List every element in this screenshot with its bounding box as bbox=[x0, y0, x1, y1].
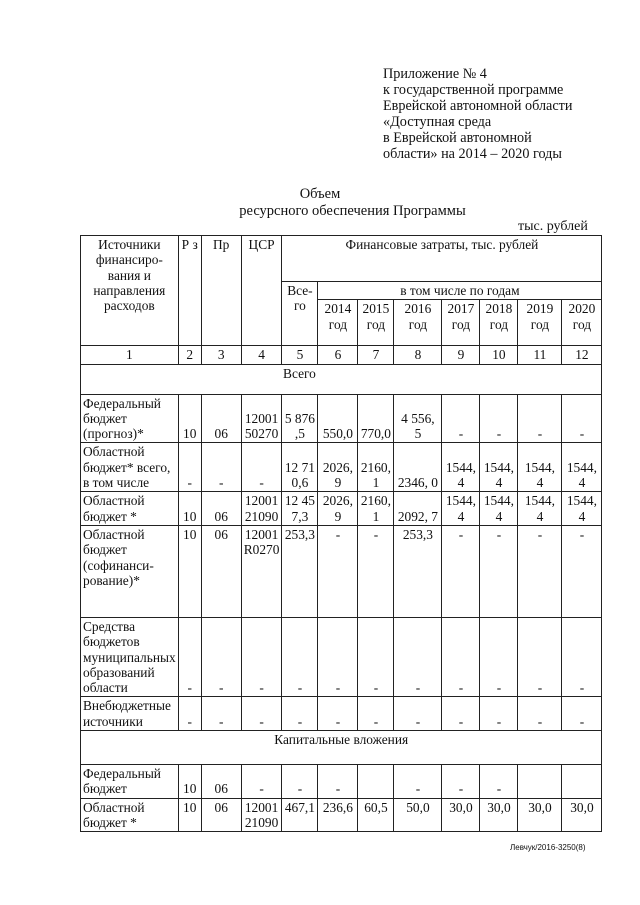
table-row bbox=[81, 617, 602, 696]
document-title bbox=[0, 186, 640, 220]
section-row bbox=[81, 364, 602, 394]
header-pr: Пр bbox=[201, 236, 241, 346]
table-row bbox=[81, 798, 602, 832]
appendix-line: в Еврейской автономной bbox=[383, 130, 532, 146]
header-year: 2020 год bbox=[562, 300, 602, 346]
budget-table bbox=[80, 235, 602, 832]
title-line-2: ресурсного обеспечения Программы bbox=[239, 203, 466, 219]
section-all-title: Всего bbox=[81, 364, 518, 394]
cell-y2015: - bbox=[358, 617, 394, 696]
column-numbers-row bbox=[81, 346, 602, 364]
cell-rz: 10 bbox=[178, 798, 201, 832]
column-number: 8 bbox=[394, 346, 442, 364]
column-number: 10 bbox=[480, 346, 518, 364]
cell-csr: 12001 21090 bbox=[241, 492, 282, 526]
cell-y2016: 4 556, 5 bbox=[394, 394, 442, 443]
cell-y2019: 1544, 4 bbox=[518, 443, 562, 492]
cell-y2014: 2026, 9 bbox=[318, 443, 358, 492]
cell-y2017: - bbox=[442, 617, 480, 696]
cell-y2019: - bbox=[518, 697, 562, 731]
cell-y2016: - bbox=[394, 765, 442, 799]
cell-y2017: - bbox=[442, 394, 480, 443]
column-number: 12 bbox=[562, 346, 602, 364]
cell-y2015 bbox=[358, 765, 394, 799]
cell-total: - bbox=[282, 765, 318, 799]
row-source-name: Областной бюджет (софинанси-рование)* bbox=[81, 525, 179, 617]
cell-rz: - bbox=[178, 697, 201, 731]
cell-csr: - bbox=[241, 617, 282, 696]
cell-csr: 12001 50270 bbox=[241, 394, 282, 443]
table-row bbox=[81, 443, 602, 492]
cell-y2017: - bbox=[442, 525, 480, 617]
header-by-years: в том числе по годам bbox=[318, 282, 602, 300]
cell-y2018: 1544, 4 bbox=[480, 443, 518, 492]
cell-y2018: - bbox=[480, 765, 518, 799]
cell-y2018: 1544, 4 bbox=[480, 492, 518, 526]
cell-rz: 10 bbox=[178, 394, 201, 443]
cell-total: - bbox=[282, 617, 318, 696]
column-number: 11 bbox=[518, 346, 562, 364]
units-label: тыс. рублей bbox=[518, 219, 588, 234]
header-year: 2019 год bbox=[518, 300, 562, 346]
column-number: 1 bbox=[81, 346, 179, 364]
cell-pr: 06 bbox=[201, 798, 241, 832]
cell-rz: 10 bbox=[178, 492, 201, 526]
cell-y2014: 2026, 9 bbox=[318, 492, 358, 526]
cell-y2019: - bbox=[518, 394, 562, 443]
cell-rz: - bbox=[178, 443, 201, 492]
appendix-block bbox=[383, 66, 572, 162]
cell-y2014: - bbox=[318, 525, 358, 617]
row-source-name: Областной бюджет* всего, в том числе bbox=[81, 443, 179, 492]
cell-y2014: - bbox=[318, 617, 358, 696]
cell-y2015: 2160, 1 bbox=[358, 443, 394, 492]
cell-pr: - bbox=[201, 443, 241, 492]
cell-csr: 12001 21090 bbox=[241, 798, 282, 832]
cell-total: 12 45 7,3 bbox=[282, 492, 318, 526]
cell-pr: 06 bbox=[201, 394, 241, 443]
cell-y2020: 1544, 4 bbox=[562, 492, 602, 526]
cell-y2019: - bbox=[518, 525, 562, 617]
cell-y2018: - bbox=[480, 697, 518, 731]
cell-total: 253,3 bbox=[282, 525, 318, 617]
cell-y2020: - bbox=[562, 394, 602, 443]
cell-total: 467,1 bbox=[282, 798, 318, 832]
cell-y2020: - bbox=[562, 617, 602, 696]
appendix-line: «Доступная среда bbox=[383, 114, 492, 130]
cell-csr: - bbox=[241, 765, 282, 799]
cell-pr: 06 bbox=[201, 765, 241, 799]
cell-y2019: 30,0 bbox=[518, 798, 562, 832]
cell-y2019: - bbox=[518, 617, 562, 696]
header-csr: ЦСР bbox=[241, 236, 282, 346]
cell-y2016: 50,0 bbox=[394, 798, 442, 832]
header-sources: Источники финансиро-вания и направления расходов bbox=[81, 236, 179, 346]
table-row bbox=[81, 492, 602, 526]
cell-y2014: - bbox=[318, 697, 358, 731]
row-source-name: Внебюджетные источники bbox=[81, 697, 179, 731]
cell-y2018: - bbox=[480, 525, 518, 617]
cell-total: 12 71 0,6 bbox=[282, 443, 318, 492]
footer-reference: Левчук/2016-3250(8) bbox=[510, 843, 586, 852]
cell-pr: 06 bbox=[201, 492, 241, 526]
cell-y2015: - bbox=[358, 697, 394, 731]
cell-csr: 12001 R0270 bbox=[241, 525, 282, 617]
column-number: 9 bbox=[442, 346, 480, 364]
header-year: 2015 год bbox=[358, 300, 394, 346]
cell-pr: - bbox=[201, 697, 241, 731]
row-source-name: Федеральный бюджет bbox=[81, 765, 179, 799]
cell-y2015: 60,5 bbox=[358, 798, 394, 832]
column-number: 6 bbox=[318, 346, 358, 364]
cell-y2014: 236,6 bbox=[318, 798, 358, 832]
table-row bbox=[81, 525, 602, 617]
header-year: 2018 год bbox=[480, 300, 518, 346]
cell-csr: - bbox=[241, 697, 282, 731]
row-source-name: Средства бюджетов муниципальных образований области bbox=[81, 617, 179, 696]
cell-y2020 bbox=[562, 765, 602, 799]
table-row bbox=[81, 765, 602, 799]
cell-y2015: - bbox=[358, 525, 394, 617]
appendix-line: Приложение № 4 bbox=[383, 66, 487, 82]
header-year: 2016 год bbox=[394, 300, 442, 346]
cell-y2015: 770,0 bbox=[358, 394, 394, 443]
cell-y2019: 1544, 4 bbox=[518, 492, 562, 526]
cell-y2020: 30,0 bbox=[562, 798, 602, 832]
cell-y2017: - bbox=[442, 697, 480, 731]
cell-pr: 06 bbox=[201, 525, 241, 617]
table-row bbox=[81, 697, 602, 731]
cell-y2016: - bbox=[394, 617, 442, 696]
row-source-name: Областной бюджет * bbox=[81, 798, 179, 832]
cell-pr: - bbox=[201, 617, 241, 696]
appendix-line: к государственной программе bbox=[383, 82, 564, 98]
header-fin: Финансовые затраты, тыс. рублей bbox=[282, 236, 602, 282]
cell-y2016: 2346, 0 bbox=[394, 443, 442, 492]
table-row bbox=[81, 394, 602, 443]
cell-y2016: 253,3 bbox=[394, 525, 442, 617]
cell-y2015: 2160, 1 bbox=[358, 492, 394, 526]
appendix-line: Еврейской автономной области bbox=[383, 98, 573, 114]
column-number: 4 bbox=[241, 346, 282, 364]
cell-y2020: - bbox=[562, 697, 602, 731]
cell-y2017: 1544, 4 bbox=[442, 443, 480, 492]
row-source-name: Областной бюджет * bbox=[81, 492, 179, 526]
header-rz: Р з bbox=[178, 236, 201, 346]
title-line-1: Объем bbox=[299, 186, 341, 202]
cell-rz: 10 bbox=[178, 765, 201, 799]
cell-csr: - bbox=[241, 443, 282, 492]
header-total: Все-го bbox=[282, 282, 318, 346]
cell-y2019 bbox=[518, 765, 562, 799]
cell-y2016: - bbox=[394, 697, 442, 731]
cell-total: - bbox=[282, 697, 318, 731]
column-number: 2 bbox=[178, 346, 201, 364]
cell-y2014: 550,0 bbox=[318, 394, 358, 443]
appendix-line: области» на 2014 – 2020 годы bbox=[383, 146, 562, 162]
cell-y2017: 30,0 bbox=[442, 798, 480, 832]
cell-y2014: - bbox=[318, 765, 358, 799]
cell-y2018: 30,0 bbox=[480, 798, 518, 832]
cell-total: 5 876 ,5 bbox=[282, 394, 318, 443]
cell-y2018: - bbox=[480, 394, 518, 443]
cell-y2017: 1544, 4 bbox=[442, 492, 480, 526]
column-number: 5 bbox=[282, 346, 318, 364]
cell-y2017: - bbox=[442, 765, 480, 799]
cell-rz: - bbox=[178, 617, 201, 696]
column-number: 3 bbox=[201, 346, 241, 364]
cell-y2018: - bbox=[480, 617, 518, 696]
column-number: 7 bbox=[358, 346, 394, 364]
cell-y2020: - bbox=[562, 525, 602, 617]
header-year: 2014 год bbox=[318, 300, 358, 346]
row-source-name: Федеральный бюджет (прогноз)* bbox=[81, 394, 179, 443]
cell-rz: 10 bbox=[178, 525, 201, 617]
section-capital-title: Капитальные вложения bbox=[81, 731, 602, 765]
header-year: 2017 год bbox=[442, 300, 480, 346]
cell-y2016: 2092, 7 bbox=[394, 492, 442, 526]
cell-y2020: 1544, 4 bbox=[562, 443, 602, 492]
section-row bbox=[81, 731, 602, 765]
